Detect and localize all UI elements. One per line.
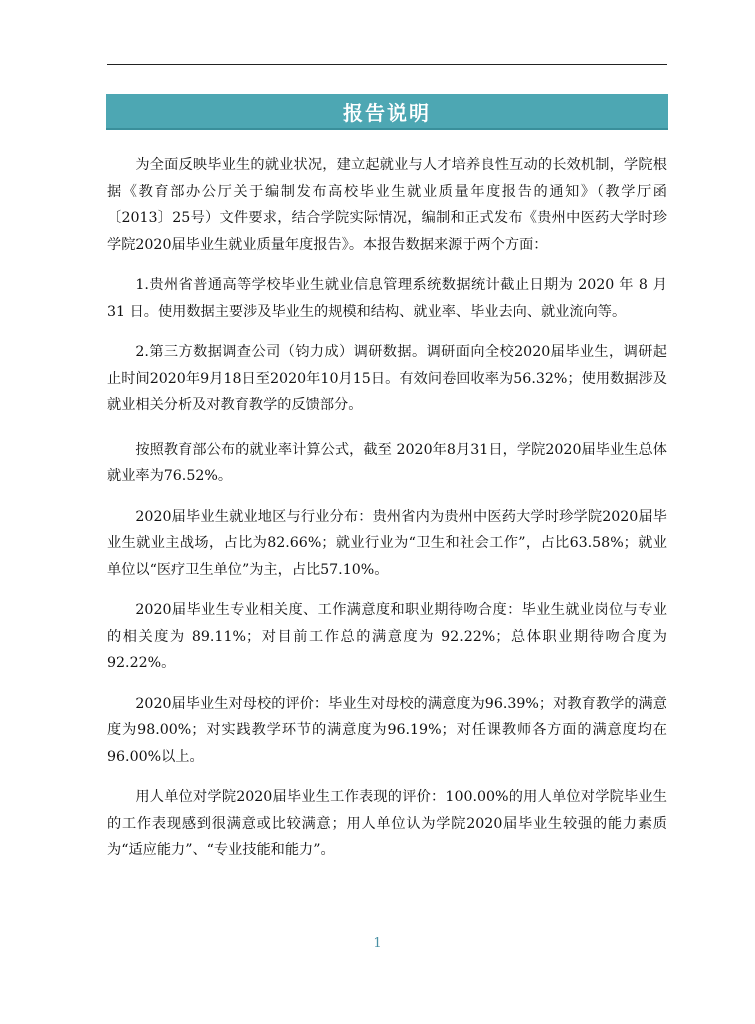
page-title: 报告说明: [343, 100, 431, 125]
employer-evaluation-paragraph: 用人单位对学院2020届毕业生工作表现的评价：100.00%的用人单位对学院毕业生的工作表现感到很满意或比较满意；用人单位认为学院2020届毕业生较强的能力素质为“适应能力”、“专业技能和能力”。: [107, 789, 667, 858]
intro-paragraph: 为全面反映毕业生的就业状况，建立起就业与人才培养良性互动的长效机制，学院根据《教育部办公厅关于编制发布高校毕业生就业质量年度报告的通知》（教学厅函〔2013〕25号）文件要求，结合学院实际情况，编制和正式发布《贵州中医药大学时珍学院2020届毕业生就业质量年度报告》。本报告数据来源于两个方面：: [107, 157, 667, 253]
relevance-satisfaction-paragraph: 2020届毕业生专业相关度、工作满意度和职业期待吻合度：毕业生就业岗位与专业的相关度为 89.11%；对目前工作总的满意度为 92.22%；总体职业期待吻合度为92.22%。: [107, 602, 667, 671]
title-band: [106, 94, 668, 130]
header-rule: [107, 64, 667, 65]
page-number: 1: [373, 936, 382, 951]
region-industry-paragraph: 2020届毕业生就业地区与行业分布：贵州省内为贵州中医药大学时珍学院2020届毕业生就业主战场，占比为82.66%；就业行业为“卫生和社会工作”，占比63.58%；就业单位以“医疗卫生单位”为主，占比57.10%。: [107, 508, 667, 578]
report-body: [107, 152, 667, 878]
source-item-2: 2.第三方数据调查公司（钧力成）调研数据。调研面向全校2020届毕业生，调研起止时间2020年9月18日至2020年10月15日。有效问卷回收率为56.32%；使用数据涉及就业相关分析及对教育教学的反馈部分。: [107, 344, 667, 413]
alma-mater-evaluation-paragraph: 2020届毕业生对母校的评价：毕业生对母校的满意度为96.39%；对教育教学的满意度为98.00%；对实践教学环节的满意度为96.19%；对任课教师各方面的满意度均在96.00%以上。: [107, 695, 667, 765]
employment-rate-paragraph: 按照教育部公布的就业率计算公式，截至 2020年8月31日，学院2020届毕业生总体就业率为76.52%。: [107, 441, 667, 484]
source-item-1: 1.贵州省普通高等学校毕业生就业信息管理系统数据统计截止日期为 2020 年 8 月 31 日。使用数据主要涉及毕业生的规模和结构、就业率、毕业去向、就业流向等。: [107, 277, 667, 320]
